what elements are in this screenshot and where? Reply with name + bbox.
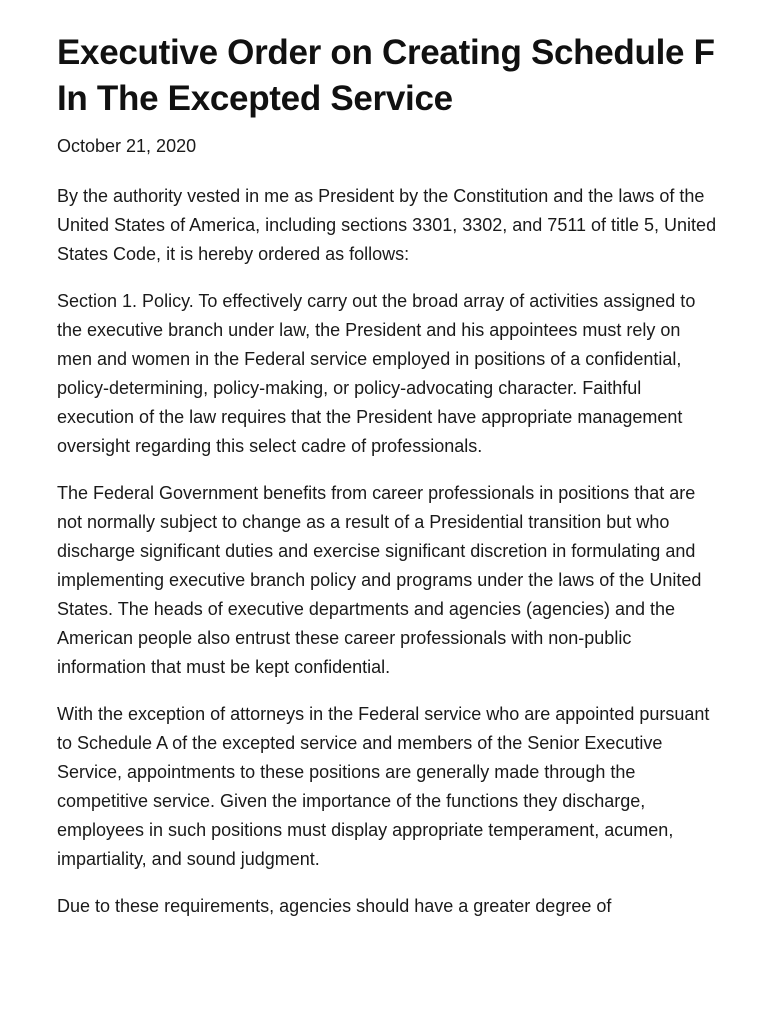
document-page xyxy=(57,30,717,939)
publish-date: October 21, 2020 xyxy=(57,136,197,156)
document-body xyxy=(57,182,717,921)
paragraph-requirements: Due to these requirements, agencies should have a greater degree of xyxy=(57,896,612,916)
paragraph-authority: By the authority vested in me as President by the Constitution and the laws of the United States of America, including sections 3301, 3302, and 7511 of title 5, United States Code, it is hereby ordered as follows: xyxy=(57,186,717,264)
paragraph-appointments: With the exception of attorneys in the Federal service who are appointed pursuant to Schedule A of the excepted service and members of the Senior Executive Service, appointments to these positions are generally made through the competitive service. Given the importance of the functions they discharge, employees in such positions must display appropriate temperament, acumen, impartiality, and sound judgment. xyxy=(57,704,710,869)
paragraph-career-professionals: The Federal Government benefits from career professionals in positions that are not normally subject to change as a result of a Presidential transition but who discharge significant duties and exercise significant discretion in formulating and implementing executive branch policy and programs under the laws of the United States. The heads of executive departments and agencies (agencies) and the American people also entrust these career professionals with non-public information that must be kept confidential. xyxy=(57,483,702,677)
page-title: Executive Order on Creating Schedule F In The Excepted Service xyxy=(57,33,715,118)
paragraph-section-1-policy: Section 1. Policy. To effectively carry out the broad array of activities assigned to the executive branch under law, the President and his appointees must rely on men and women in the Federal service employed in positions of a confidential, policy-determining, policy-making, or policy-advocating character. Faithful execution of the law requires that the President have appropriate management oversight regarding this select cadre of professionals. xyxy=(57,291,696,456)
